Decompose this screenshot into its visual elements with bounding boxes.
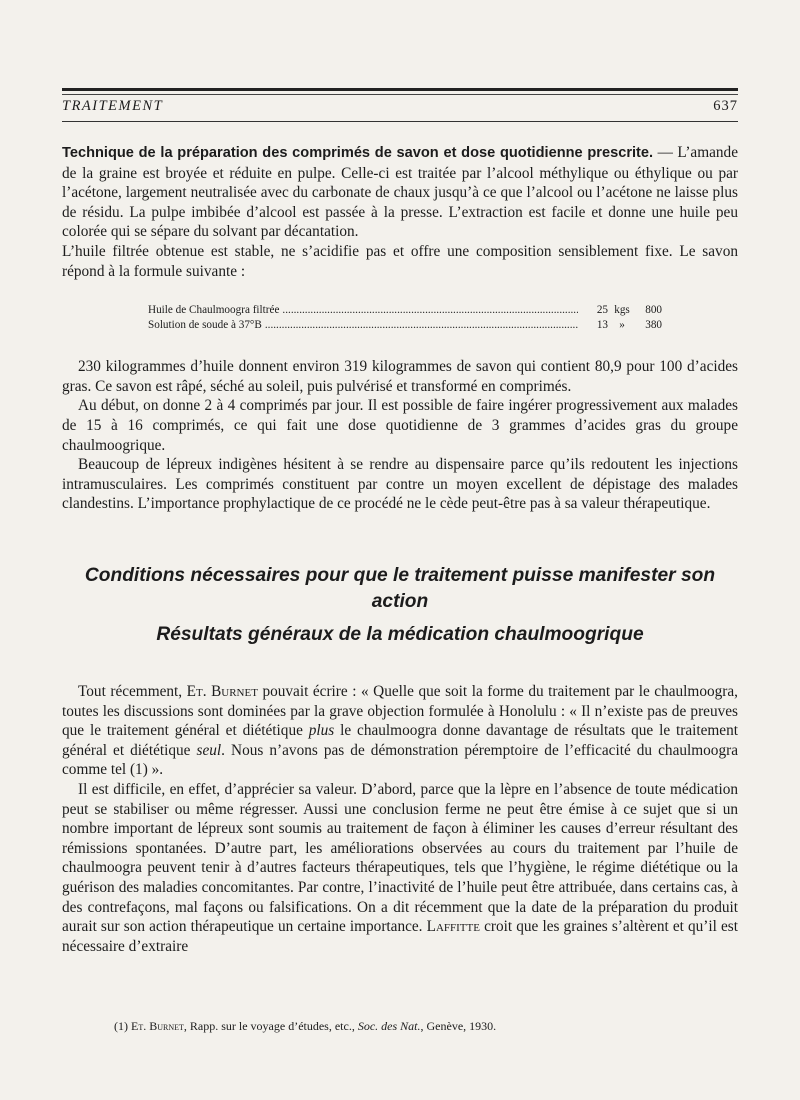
text-run: , Genève, 1930. [420, 1019, 497, 1033]
top-double-rule [62, 88, 738, 91]
text-run: Il est difficile, en effet, d’apprécier sa valeur. D’abord, parce que la lèpre en l’absence de toute médication peut se stabiliser ou même régresser. Aussi une conclusion ferme ne peut être émise à ce sujet que si un nombre important de lépreux sont soumis au traitement de façon à éliminer les causes d’erreur résultant des rémissions spontanées. D’autre part, les améliorations observées au cours du traitement par l’huile de chaulmoogra peuvent tenir à d’autres facteurs thérapeutiques, tels que l’hygiène, le régime diététique ou la guérison des maladies concomitantes. Par contre, l’inactivité de l’huile peut être attribuée, dans certains cas, à des contrefaçons, mal façons ou falsifications. On a dit récemment que la date de la préparation du produit aurait sur son action thérapeutique un certaine importance. [62, 780, 738, 936]
formula-table [148, 303, 662, 333]
footnote-marker: (1) [114, 1019, 131, 1033]
section-heading [62, 563, 738, 648]
formula-row-oil [148, 303, 662, 318]
paragraph-dosage: Au début, on donne 2 à 4 comprimés par jour. Il est possible de faire ingérer progressivement aux malades de 15 à 16 comprimés, ce qui fait une dose quotidienne de 3 grammes d’acides gras du groupe chaulmoogrique. [62, 397, 738, 454]
author-name: Et. Burnet [186, 683, 258, 700]
emphasis: seul [196, 741, 222, 759]
formula-sub: 380 [645, 319, 662, 332]
running-title: TRAITEMENT [62, 98, 164, 114]
formula-row-soda [148, 318, 662, 333]
section-title-line1: Conditions nécessaires pour que le traitement puisse manifester son action [84, 565, 716, 612]
paragraph-burnet-quote [62, 682, 738, 780]
text-run: croit que les graines s’altèrent et qu’il est nécessaire d’extraire [62, 918, 738, 955]
text-run: le chaulmoogra donne davantage de résultats que le traitement général et diététique [62, 722, 738, 759]
footnote-text [62, 1019, 738, 1034]
header-rule [62, 121, 738, 122]
leader-dots [279, 303, 578, 318]
paragraph-prophylaxis: Beaucoup de lépreux indigènes hésitent à se rendre au dispensaire parce qu’ils redoutent les injections intramusculaires. Les comprimés constituent par contre un moyen excellent de dépistage des malades clandestins. L’importance prophylactique de ce procédé ne le cède peut-être pas à sa valeur thérapeutique. [62, 456, 738, 513]
formula-unit: kgs [614, 304, 630, 317]
top-double-rule-thin [62, 94, 738, 95]
leader-dots [262, 318, 578, 333]
paragraph-yield: 230 kilogrammes d’huile donnent environ 319 kilogrammes de savon qui contient 80,9 pour 100 d’acides gras. Ce savon est râpé, séché au soleil, puis pulvérisé et transformé en comprimés. [62, 358, 738, 395]
author-name: Et. Burnet [131, 1019, 184, 1033]
formula-label: Solution de soude à 37°B [148, 319, 262, 332]
paragraph-extraction [62, 143, 738, 242]
text-run: pouvait écrire : « Quelle que soit la forme du traitement par le chaulmoogra, toutes les discussions sont dominées par la grave objection formulée à Honolulu : « Il n’existe pas de preuves que le traitement général et diététique [62, 683, 738, 740]
section-soap-technique [62, 143, 738, 514]
text-run: . Nous n’avons pas de démonstration péremptoire de l’efficacité du chaulmoogra comme tel (1) ». [62, 741, 738, 779]
emphasis: Soc. des Nat. [357, 1019, 421, 1033]
formula-label: Huile de Chaulmoogra filtrée [148, 304, 280, 317]
formula-qty: 25 [596, 304, 608, 317]
paragraph-assessment [62, 780, 738, 956]
paragraph-text: — L’amande de la graine est broyée et réduite en pulpe. Celle-ci est traitée par l’alcool méthylique ou éthylique ou par l’acétone, largement neutralisée avec du carbonate de chaux jusqu’à ce que l’alcool ou l’acétone ne laisse plus de résidu. La pulpe imbibée d’alcool est passée à la presse. L’extraction est facile et donne une huile peu colorée qui se sépare du solvant par décantation. [62, 144, 738, 241]
text-run: Tout récemment, [78, 683, 187, 700]
section-title-line2: Résultats généraux de la médication chaulmoogrique [156, 624, 644, 645]
running-head [62, 98, 738, 115]
paragraph-oil-stable: L’huile filtrée obtenue est stable, ne s’acidifie pas et offre une composition sensiblement fixe. Le savon répond à la formule suivante : [62, 242, 738, 280]
section-results [62, 682, 738, 956]
formula-sub: 800 [645, 304, 662, 317]
page-number: 637 [713, 98, 738, 114]
emphasis: plus [308, 722, 335, 740]
paragraph-lead-heading: Technique de la préparation des comprimés de savon et dose quotidienne prescrite. [62, 145, 654, 161]
text-run: , Rapp. sur le voyage d’études, etc., [183, 1019, 358, 1033]
footnote [62, 1019, 738, 1034]
formula-unit: » [619, 319, 625, 332]
formula-qty: 13 [596, 319, 608, 332]
author-name: Laffitte [426, 918, 480, 936]
